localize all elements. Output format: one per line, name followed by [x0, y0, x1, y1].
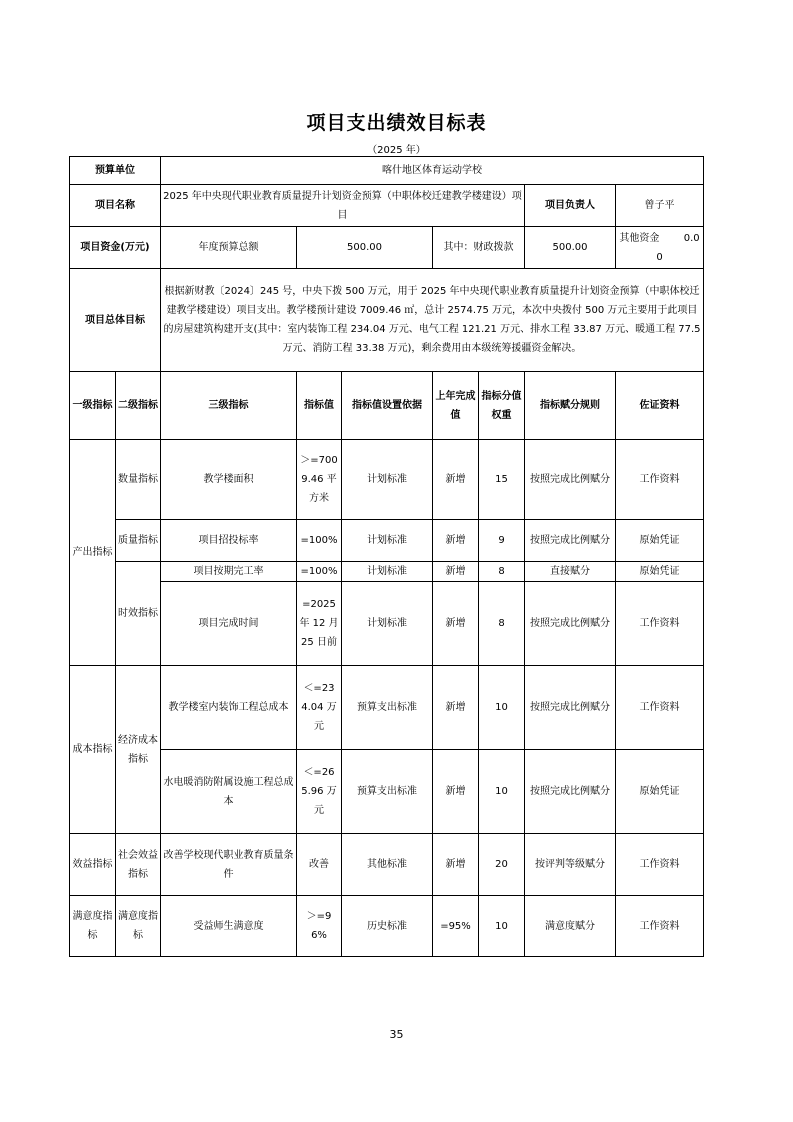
table-row — [70, 666, 704, 750]
page-number: 35 — [389, 1028, 404, 1041]
level1-satisfaction: 满意度指标 — [70, 896, 116, 957]
indicator-weight: 20 — [479, 834, 525, 896]
indicator-basis: 计划标准 — [342, 582, 433, 666]
indicator-name: 水电暖消防附属设施工程总成本 — [161, 750, 297, 834]
project-funds-row — [70, 227, 704, 269]
indicator-basis: 预算支出标准 — [342, 750, 433, 834]
table-row — [70, 520, 704, 562]
level1-output: 产出指标 — [70, 440, 116, 666]
previous-value: 新增 — [433, 520, 479, 562]
table-row — [70, 896, 704, 957]
indicator-value: ＜=265.96 万元 — [297, 750, 342, 834]
project-owner-label: 项目负责人 — [525, 185, 616, 227]
indicator-basis: 计划标准 — [342, 562, 433, 582]
scoring-rule: 满意度赋分 — [525, 896, 616, 957]
project-owner-value: 曾子平 — [616, 185, 704, 227]
scoring-rule: 按照完成比例赋分 — [525, 520, 616, 562]
budget-unit-row — [70, 157, 704, 185]
evidence: 工作资料 — [616, 582, 704, 666]
col-level1: 一级指标 — [70, 372, 116, 440]
level2-economic: 经济成本指标 — [116, 666, 161, 834]
scoring-rule: 按照完成比例赋分 — [525, 440, 616, 520]
project-name-label: 项目名称 — [70, 185, 161, 227]
level2-social: 社会效益指标 — [116, 834, 161, 896]
scoring-rule: 直接赋分 — [525, 562, 616, 582]
indicator-weight: 10 — [479, 750, 525, 834]
indicator-name: 项目按期完工率 — [161, 562, 297, 582]
indicator-basis: 计划标准 — [342, 520, 433, 562]
col-basis: 指标值设置依据 — [342, 372, 433, 440]
indicator-weight: 10 — [479, 666, 525, 750]
year-label: （2025 年） — [367, 145, 426, 156]
page-title: 项目支出绩效目标表 — [306, 112, 487, 134]
level2-quality: 质量指标 — [116, 520, 161, 562]
col-level3: 三级指标 — [161, 372, 297, 440]
previous-value: 新增 — [433, 582, 479, 666]
indicator-value: ＞=7009.46 平方米 — [297, 440, 342, 520]
project-name-row — [70, 185, 704, 227]
level1-cost: 成本指标 — [70, 666, 116, 834]
previous-value: 新增 — [433, 834, 479, 896]
indicator-value: ＜=234.04 万元 — [297, 666, 342, 750]
previous-value: 新增 — [433, 750, 479, 834]
table-row — [70, 750, 704, 834]
table-row — [70, 582, 704, 666]
indicator-weight: 8 — [479, 562, 525, 582]
indicator-value: ＞=96% — [297, 896, 342, 957]
table-row — [70, 440, 704, 520]
scoring-rule: 按照完成比例赋分 — [525, 582, 616, 666]
indicator-name: 项目完成时间 — [161, 582, 297, 666]
evidence: 工作资料 — [616, 896, 704, 957]
level1-benefit: 效益指标 — [70, 834, 116, 896]
level2-timeliness: 时效指标 — [116, 562, 161, 666]
col-previous-value: 上年完成值 — [433, 372, 479, 440]
indicator-weight: 9 — [479, 520, 525, 562]
indicator-weight: 15 — [479, 440, 525, 520]
indicator-weight: 10 — [479, 896, 525, 957]
budget-unit-label: 预算单位 — [70, 157, 161, 185]
table-row — [70, 562, 704, 582]
level2-satisfaction: 满意度指标 — [116, 896, 161, 957]
indicator-value: =100% — [297, 520, 342, 562]
indicator-value: =2025 年 12 月 25 日前 — [297, 582, 342, 666]
col-evidence: 佐证资料 — [616, 372, 704, 440]
indicator-name: 教学楼面积 — [161, 440, 297, 520]
previous-value: 新增 — [433, 562, 479, 582]
indicator-name: 教学楼室内装饰工程总成本 — [161, 666, 297, 750]
performance-table — [69, 156, 704, 957]
evidence: 工作资料 — [616, 440, 704, 520]
column-header-row — [70, 372, 704, 440]
previous-value: 新增 — [433, 440, 479, 520]
indicator-value: =100% — [297, 562, 342, 582]
scoring-rule: 按照完成比例赋分 — [525, 750, 616, 834]
annual-budget-value: 500.00 — [297, 227, 433, 269]
previous-value: 新增 — [433, 666, 479, 750]
evidence: 工作资料 — [616, 666, 704, 750]
project-funds-label: 项目资金(万元) — [70, 227, 161, 269]
budget-unit-value: 喀什地区体育运动学校 — [161, 157, 704, 185]
evidence: 工作资料 — [616, 834, 704, 896]
evidence: 原始凭证 — [616, 520, 704, 562]
fiscal-allocation-label: 其中：财政拨款 — [433, 227, 525, 269]
project-name-value: 2025 年中央现代职业教育质量提升计划资金预算（中职体校迁建教学楼建设）项目 — [161, 185, 525, 227]
scoring-rule: 按评判等级赋分 — [525, 834, 616, 896]
indicator-name: 改善学校现代职业教育质量条件 — [161, 834, 297, 896]
indicator-weight: 8 — [479, 582, 525, 666]
indicator-basis: 其他标准 — [342, 834, 433, 896]
indicator-basis: 计划标准 — [342, 440, 433, 520]
indicator-name: 项目招投标率 — [161, 520, 297, 562]
level2-quantity: 数量指标 — [116, 440, 161, 520]
overall-goal-label: 项目总体目标 — [70, 269, 161, 372]
col-indicator-value: 指标值 — [297, 372, 342, 440]
col-weight: 指标分值权重 — [479, 372, 525, 440]
other-funds-cell — [616, 227, 704, 269]
col-level2: 二级指标 — [116, 372, 161, 440]
table-row — [70, 834, 704, 896]
indicator-basis: 历史标准 — [342, 896, 433, 957]
annual-budget-label: 年度预算总额 — [161, 227, 297, 269]
other-funds-label: 其他资金 — [619, 232, 660, 244]
fiscal-allocation-value: 500.00 — [525, 227, 616, 269]
evidence: 原始凭证 — [616, 562, 704, 582]
overall-goal-row — [70, 269, 704, 372]
overall-goal-text: 根据新财教〔2024〕245 号，中央下拨 500 万元，用于 2025 年中央现代职业教育质量提升计划资金预算（中职体校迁建教学楼建设）项目支出。教学楼预计建设 7009.46 ㎡，总计 2574.75 万元，本次中央拨付 500 万元主要用于此项目的房屋建筑构建开支(其中：室内装饰工程 234.04 万元、电气工程 121.21 万元、排水工程 33.87 万元、暖通工程 77.5 万元、消防工程 33.38 万元)，剩余费用由本级统筹援疆资金解决。 — [161, 269, 704, 372]
indicator-basis: 预算支出标准 — [342, 666, 433, 750]
evidence: 原始凭证 — [616, 750, 704, 834]
indicator-name: 受益师生满意度 — [161, 896, 297, 957]
col-scoring-rule: 指标赋分规则 — [525, 372, 616, 440]
scoring-rule: 按照完成比例赋分 — [525, 666, 616, 750]
previous-value: =95% — [433, 896, 479, 957]
other-funds-value: 0.00 — [656, 232, 700, 263]
indicator-value: 改善 — [297, 834, 342, 896]
